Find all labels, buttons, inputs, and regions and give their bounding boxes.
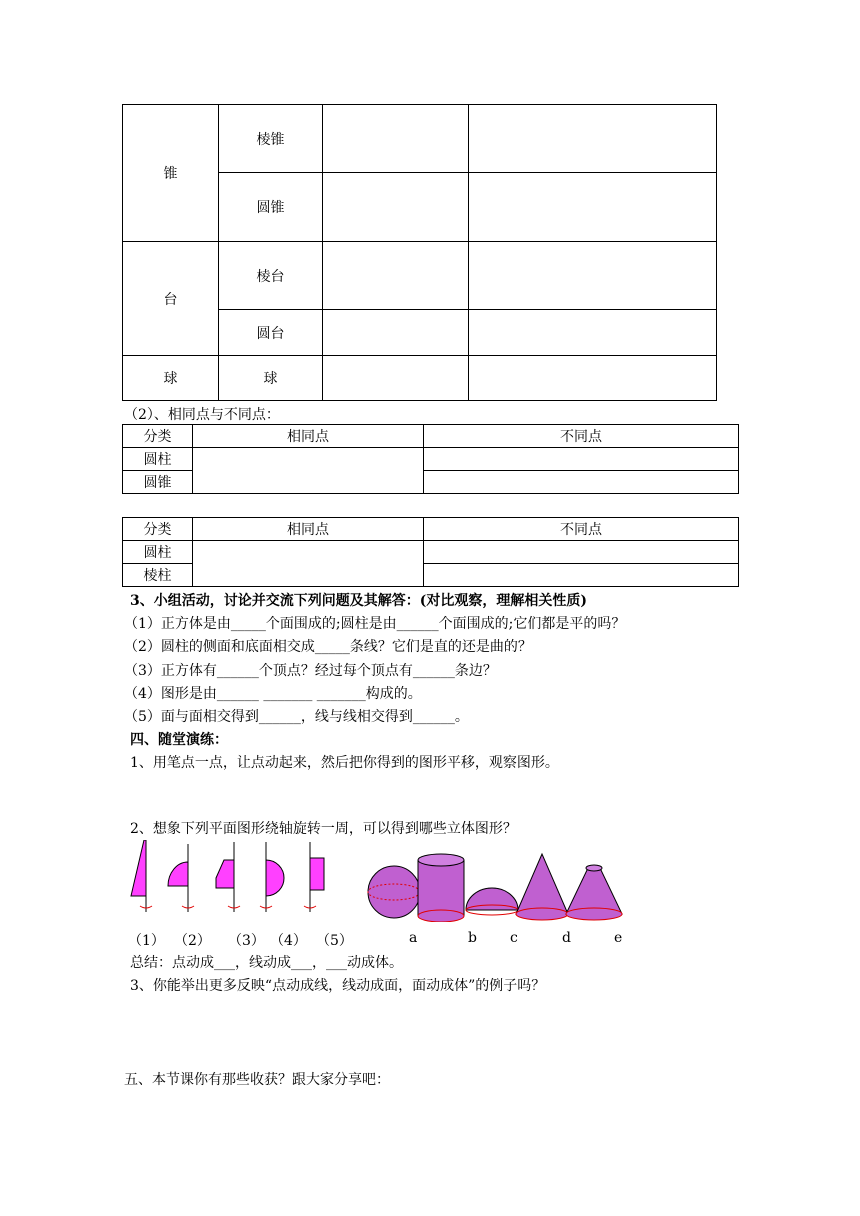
hemisphere-solid <box>466 888 518 915</box>
q3-item: （2）圆柱的侧面和底面相交成_____条线？它们是直的还是曲的？ <box>124 639 532 655</box>
blank-cell[interactable] <box>424 471 739 494</box>
frustum-solid <box>566 865 622 920</box>
header-cell: 不同点 <box>424 425 739 448</box>
exercise-3: 3、你能举出更多反映“点动成线，线动成面，面动成体”的例子吗？ <box>130 978 546 994</box>
row-label: 圆锥 <box>123 471 193 494</box>
solid-label: a <box>409 930 418 946</box>
section4-title: 四、随堂演练： <box>130 732 228 748</box>
figure-rectangle <box>304 842 324 912</box>
q3-item: （5）面与面相交得到______，线与线相交得到______。 <box>124 709 469 725</box>
solid-label: d <box>562 930 571 946</box>
blank-cell[interactable] <box>469 310 717 356</box>
blank-cell[interactable] <box>469 356 717 401</box>
cone-solid <box>516 854 568 920</box>
figure-quarter-circle <box>168 844 194 912</box>
row-label: 棱柱 <box>123 564 193 587</box>
row-label: 圆柱 <box>123 541 193 564</box>
q3-item: （1）正方体是由_____个面围成的;圆柱是由______个面围成的;它们都是平的吗？ <box>124 616 626 632</box>
cylinder-solid <box>418 854 464 922</box>
group-cell: 球 <box>123 356 219 401</box>
figure-label: （2） <box>174 933 211 949</box>
solid-label: b <box>468 930 477 946</box>
blank-cell[interactable] <box>323 105 469 173</box>
row-label: 圆柱 <box>123 448 193 471</box>
header-cell: 分类 <box>123 518 193 541</box>
q3-item: （4）图形是由______ _______ _______构成的。 <box>124 686 422 702</box>
blank-cell[interactable] <box>424 448 739 471</box>
q3-title: 3、小组活动，讨论并交流下列问题及其解答：(对比观察，理解相关性质) <box>130 593 587 609</box>
item-cell: 棱台 <box>219 242 323 310</box>
blank-cell[interactable] <box>469 242 717 310</box>
header-cell: 不同点 <box>424 518 739 541</box>
solid-figures <box>366 852 626 922</box>
figure-label: （3） <box>228 933 265 949</box>
figure-label: （4） <box>270 933 307 949</box>
blank-cell[interactable] <box>193 448 424 494</box>
figure-label: （5） <box>316 933 353 949</box>
classification-table <box>122 104 717 401</box>
sphere-solid <box>368 866 420 918</box>
figure-trapezoid <box>216 842 240 912</box>
blank-cell[interactable] <box>469 173 717 242</box>
group-cell: 台 <box>123 242 219 356</box>
blank-cell[interactable] <box>323 242 469 310</box>
exercise-1: 1、用笔点一点，让点动起来，然后把你得到的图形平移，观察图形。 <box>130 755 559 771</box>
section5-title: 五、本节课你有那些收获？跟大家分享吧： <box>124 1072 390 1088</box>
header-cell: 分类 <box>123 425 193 448</box>
item-cell: 球 <box>219 356 323 401</box>
plane-figures <box>124 840 334 920</box>
blank-cell[interactable] <box>323 173 469 242</box>
compare-table-1 <box>122 424 739 494</box>
blank-cell[interactable] <box>193 541 424 587</box>
header-cell: 相同点 <box>193 518 424 541</box>
header-cell: 相同点 <box>193 425 424 448</box>
item-cell: 棱锥 <box>219 105 323 173</box>
figure-label: （1） <box>128 933 165 949</box>
item-cell: 圆台 <box>219 310 323 356</box>
figure-triangle <box>131 840 152 912</box>
blank-cell[interactable] <box>323 310 469 356</box>
q3-item: （3）正方体有______个顶点？经过每个顶点有______条边？ <box>124 663 497 679</box>
section2-title: （2）、相同点与不同点： <box>124 407 280 423</box>
blank-cell[interactable] <box>323 356 469 401</box>
blank-cell[interactable] <box>469 105 717 173</box>
group-cell: 锥 <box>123 105 219 242</box>
blank-cell[interactable] <box>424 564 739 587</box>
blank-cell[interactable] <box>424 541 739 564</box>
exercise-2: 2、想象下列平面图形绕轴旋转一周，可以得到哪些立体图形？ <box>130 821 517 837</box>
figure-half-disc <box>260 842 284 912</box>
summary: 总结：点动成___，线动成___，___动成体。 <box>130 955 403 971</box>
solid-label: c <box>510 930 518 946</box>
solid-label: e <box>614 930 623 946</box>
compare-table-2 <box>122 517 739 587</box>
item-cell: 圆锥 <box>219 173 323 242</box>
